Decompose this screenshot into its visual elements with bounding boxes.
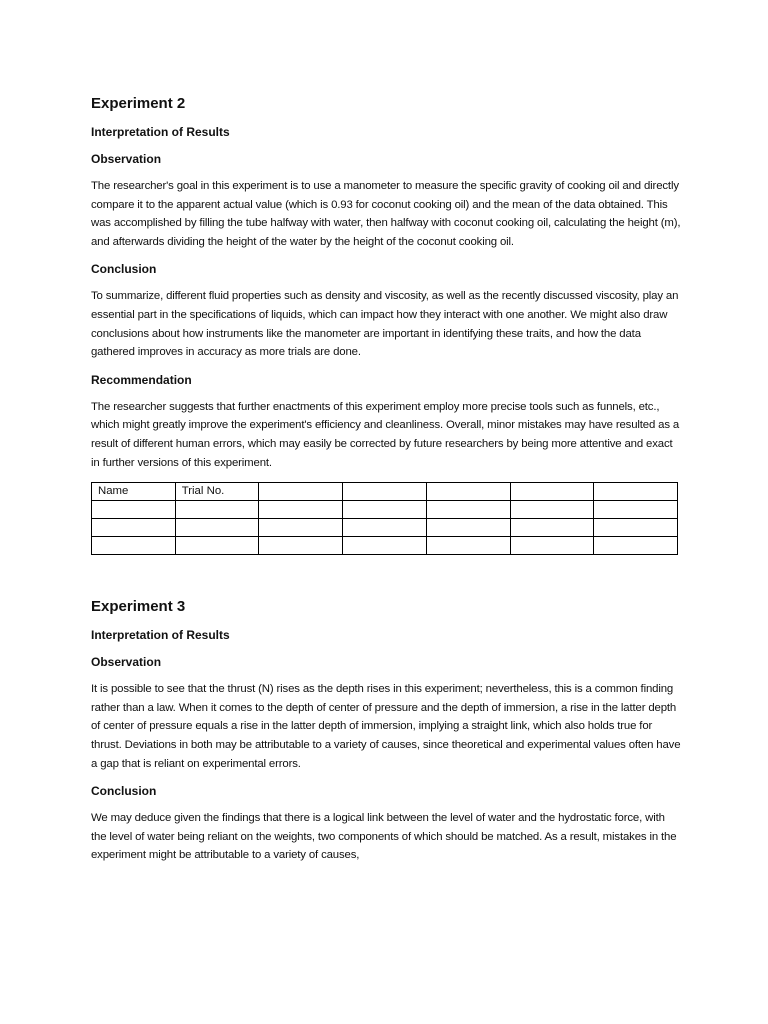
- table-cell: [426, 537, 510, 555]
- experiment-2-recommendation-text: The researcher suggests that further enactments of this experiment employ more precise tools such as funnels, etc., which might greatly improve the experiment's efficiency and cleanliness. Overall, minor mistakes may have resulted as a result of different human errors, which may easily be corrected by future researchers by being more attentive and exact in further versions of this experiment.: [91, 400, 680, 469]
- header-cell: [426, 483, 510, 501]
- experiment-2-interpretation-heading: Interpretation of Results: [91, 125, 230, 139]
- table-cell: [510, 537, 594, 555]
- experiment-3-conclusion-heading: Conclusion: [91, 784, 157, 799]
- experiment-3-title: Experiment 3: [91, 598, 186, 616]
- header-cell: [343, 483, 427, 501]
- header-cell: [259, 483, 343, 501]
- table-cell: [92, 537, 176, 555]
- table-cell: [259, 519, 343, 537]
- table-cell: [92, 501, 176, 519]
- table-cell: [175, 519, 259, 537]
- table-cell: [92, 519, 176, 537]
- header-cell-trial-no: Trial No.: [175, 483, 259, 501]
- document-content: [91, 92, 681, 865]
- header-cell-name: Name: [92, 483, 176, 501]
- table-cell: [175, 537, 259, 555]
- experiment-3-interpretation-heading: Interpretation of Results: [91, 628, 230, 643]
- header-cell: [510, 483, 594, 501]
- experiment-3-conclusion-text: We may deduce given the findings that there is a logical link between the level of water and the hydrostatic force, with the level of water being reliant on the weights, two components of which should be matched. As a result, mistakes in the experiment might be attributable to a variety of causes,: [91, 812, 677, 862]
- table-cell: [594, 537, 678, 555]
- table-cell: [426, 501, 510, 519]
- table-cell: [175, 501, 259, 519]
- table-cell: [343, 519, 427, 537]
- experiment-2-observation-heading: Observation: [91, 152, 162, 166]
- table-row: [92, 501, 678, 519]
- experiment-2-observation-text: The researcher's goal in this experiment is to use a manometer to measure the specific gravity of cooking oil and directly compare it to the apparent actual value (which is 0.93 for coconut cooking oil) and the mean of the data obtained. This was accomplished by filling the tube halfway with water, then halfway with coconut cooking oil, calculating the height (m), and afterwards dividing the height of the water by the height of the coconut cooking oil.: [91, 180, 681, 248]
- table-cell: [426, 519, 510, 537]
- table-cell: [510, 519, 594, 537]
- experiment-2-conclusion-heading: Conclusion: [91, 262, 157, 277]
- experiment-3-observation-heading: Observation: [91, 655, 162, 670]
- table-cell: [594, 501, 678, 519]
- experiment-3-observation-text: It is possible to see that the thrust (N) rises as the depth rises in this experiment; nevertheless, this is a common finding rather than a law. When it comes to the depth of center of pressure and the depth of immersion, a rise in the latter depth of center of pressure equals a rise in the latter depth of immersion, implying a straight link, which also holds true for thrust. Deviations in both may be attributable to a variety of causes, since theoretical and experimental values often have a gap that is reliant on experimental errors.: [91, 683, 681, 770]
- table-row: [92, 537, 678, 555]
- experiment-2-title: Experiment 2: [91, 95, 186, 112]
- experiment-2-conclusion-text: To summarize, different fluid properties such as density and viscosity, as well as the recently discussed viscosity, play an essential part in the specifications of liquids, which can impact how they interact with one another. We might also draw conclusions about how instruments like the manometer are important in identifying these traits, and how the data gathered improves in accuracy as more trials are done.: [91, 290, 679, 359]
- table-row: [92, 519, 678, 537]
- table-cell: [510, 501, 594, 519]
- trial-table-header-row: [92, 483, 678, 501]
- table-cell: [259, 537, 343, 555]
- table-cell: [343, 501, 427, 519]
- table-cell: [259, 501, 343, 519]
- table-cell: [594, 519, 678, 537]
- table-cell: [343, 537, 427, 555]
- experiment-2-recommendation-heading: Recommendation: [91, 372, 192, 387]
- trial-table: [91, 482, 678, 555]
- header-cell: [594, 483, 678, 501]
